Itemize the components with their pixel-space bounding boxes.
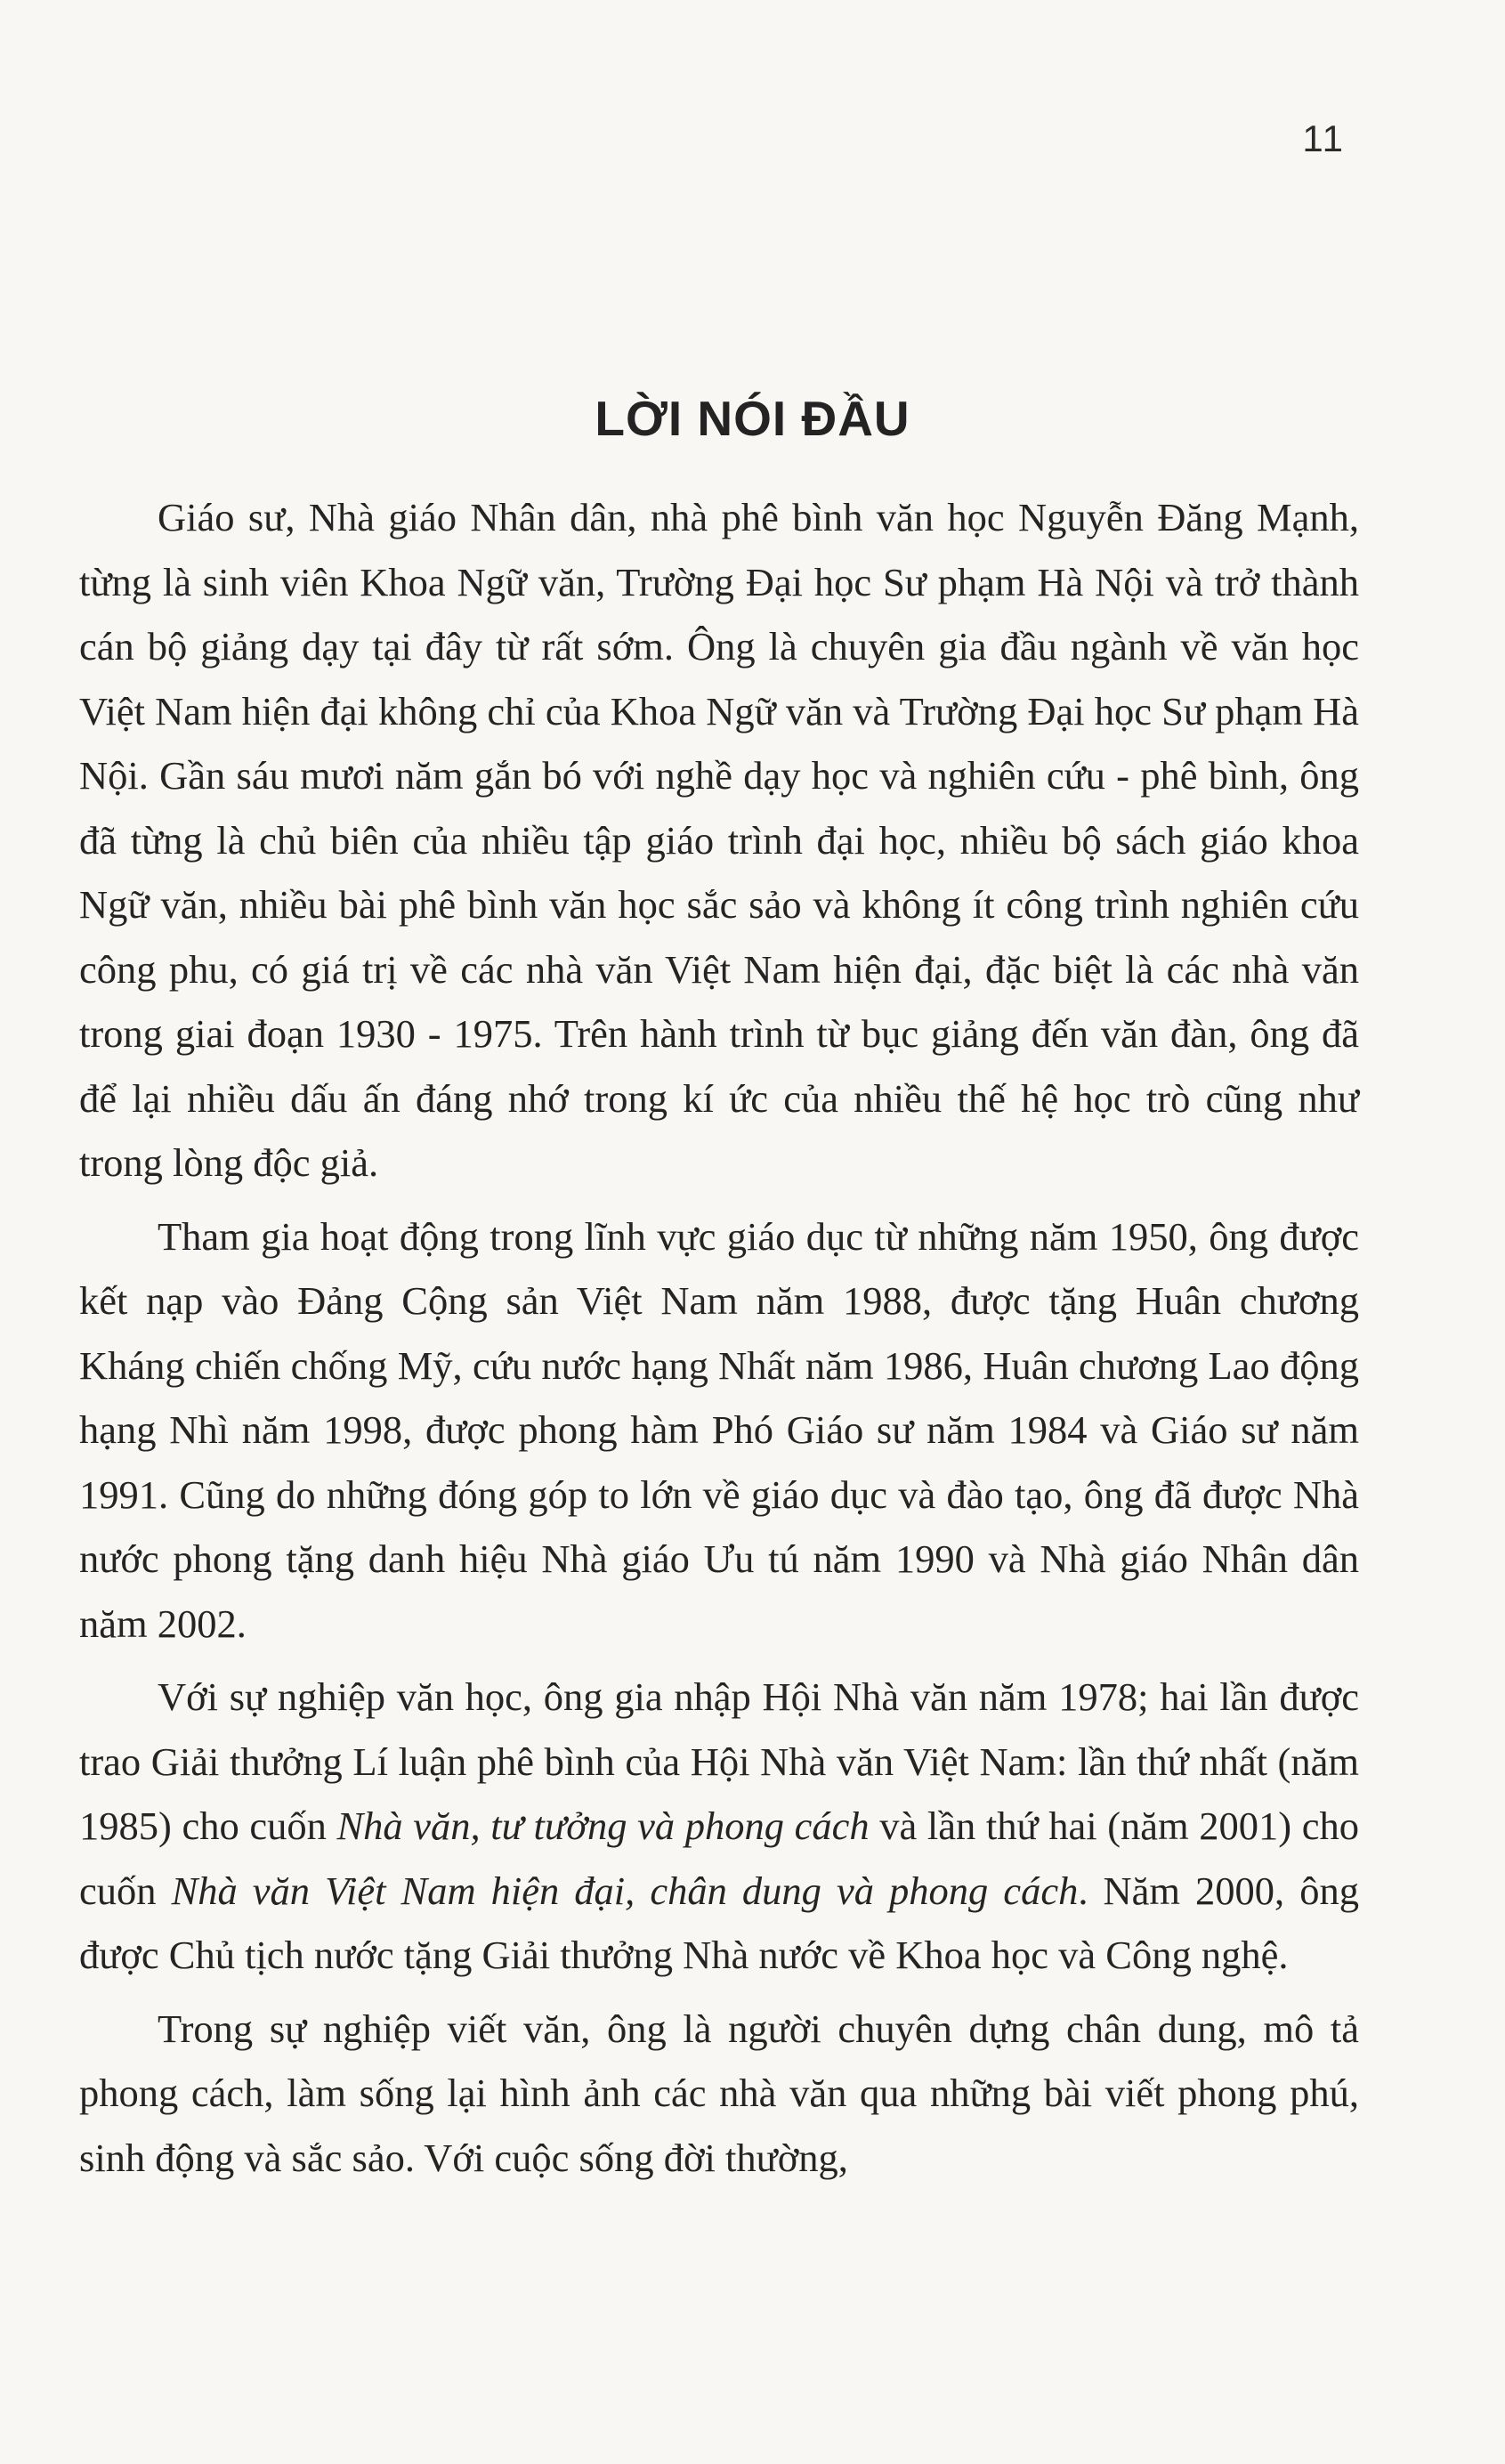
- foreword-body: [79, 485, 1359, 2190]
- paragraph-literary-career: [79, 1665, 1359, 1988]
- paragraph-writing-career: Trong sự nghiệp viết văn, ông là người chuyên dựng chân dung, mô tả phong cách, làm sống lại hình ảnh các nhà văn qua những bài viết phong phú, sinh động và sắc sảo. Với cuộc sống đời thường,: [79, 2006, 1359, 2180]
- book-title-2: Nhà văn Việt Nam hiện đại, chân dung và phong cách: [171, 1868, 1079, 1913]
- literary-career-text-3: . Năm 2000, ông được Chủ tịch nước tặng Giải thưởng Nhà nước về Khoa học và Công nghệ.: [79, 1868, 1359, 1977]
- paragraph-biography: Giáo sư, Nhà giáo Nhân dân, nhà phê bình văn học Nguyễn Đăng Mạnh, từng là sinh viên Khoa Ngữ văn, Trường Đại học Sư phạm Hà Nội và trở thành cán bộ giảng dạy tại đây từ rất sớm. Ông là chuyên gia đầu ngành về văn học Việt Nam hiện đại không chỉ của Khoa Ngữ văn và Trường Đại học Sư phạm Hà Nội. Gần sáu mươi năm gắn bó với nghề dạy học và nghiên cứu - phê bình, ông đã từng là chủ biên của nhiều tập giáo trình đại học, nhiều bộ sách giáo khoa Ngữ văn, nhiều bài phê bình văn học sắc sảo và không ít công trình nghiên cứu công phu, có giá trị về các nhà văn Việt Nam hiện đại, đặc biệt là các nhà văn trong giai đoạn 1930 - 1975. Trên hành trình từ bục giảng đến văn đàn, ông đã để lại nhiều dấu ấn đáng nhớ trong kí ức của nhiều thế hệ học trò cũng như trong lòng độc giả.: [79, 495, 1359, 1185]
- page-title: LỜI NÓI ĐẦU: [595, 391, 910, 446]
- literary-career-text-2: và lần thứ hai (năm 2001) cho cuốn: [79, 1803, 1359, 1913]
- literary-career-text-1: Với sự nghiệp văn học, ông gia nhập Hội Nhà văn năm 1978; hai lần được trao Giải thưởng Lí luận phê bình của Hội Nhà văn Việt Nam: lần thứ nhất (năm 1985) cho cuốn: [79, 1674, 1359, 1848]
- page-number: 11: [1302, 118, 1345, 159]
- paragraph-awards: Tham gia hoạt động trong lĩnh vực giáo dục từ những năm 1950, ông được kết nạp vào Đảng Cộng sản Việt Nam năm 1988, được tặng Huân chương Kháng chiến chống Mỹ, cứu nước hạng Nhất năm 1986, Huân chương Lao động hạng Nhì năm 1998, được phong hàm Phó Giáo sư năm 1984 và Giáo sư năm 1991. Cũng do những đóng góp to lớn về giáo dục và đào tạo, ông đã được Nhà nước phong tặng danh hiệu Nhà giáo Ưu tú năm 1990 và Nhà giáo Nhân dân năm 2002.: [79, 1213, 1359, 1646]
- book-title-1: Nhà văn, tư tưởng và phong cách: [336, 1803, 870, 1848]
